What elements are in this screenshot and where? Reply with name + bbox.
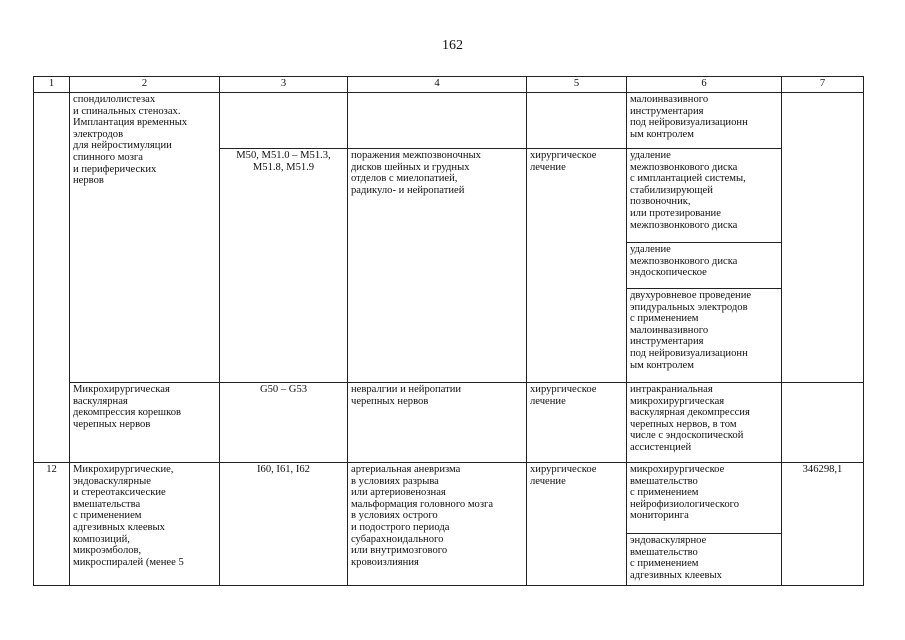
row-number-cell: 12	[34, 463, 70, 586]
treatment-cell: хирургическое лечение	[527, 149, 627, 383]
diagnosis-cell-empty	[348, 93, 527, 149]
codes-cell: M50, M51.0 – M51.3, M51.8, M51.9	[220, 149, 348, 383]
header-col-1: 1	[34, 77, 70, 93]
header-col-6: 6	[627, 77, 782, 93]
method-cell: двухуровневое проведение эпидуральных электродов с применением малоинвазивного инструментария под нейровизуализационн ым контролем	[627, 289, 782, 383]
treatment-cell-empty	[527, 93, 627, 149]
method-cell: удаление межпозвонкового диска с имплантацией системы, стабилизирующей позвоночник, или протезирование межпозвонкового диска	[627, 149, 782, 243]
method-cell: интракраниальная микрохирургическая васкулярная декомпрессия черепных нервов, в том числе с эндоскопической ассистенцией	[627, 383, 782, 463]
header-col-7: 7	[782, 77, 864, 93]
codes-cell-empty	[220, 93, 348, 149]
header-row	[34, 77, 864, 93]
treatment-table	[33, 76, 864, 586]
method-cell: удаление межпозвонкового диска эндоскопическое	[627, 243, 782, 289]
document-table-container	[33, 76, 864, 586]
page-number: 162	[442, 38, 463, 53]
codes-cell: I60, I61, I62	[220, 463, 348, 586]
header-col-4: 4	[348, 77, 527, 93]
price-cell-empty	[782, 93, 864, 383]
table-row	[34, 463, 864, 534]
treatment-cell: хирургическое лечение	[527, 383, 627, 463]
header-col-3: 3	[220, 77, 348, 93]
diagnosis-cell: невралгии и нейропатии черепных нервов	[348, 383, 527, 463]
price-cell: 346298,1	[782, 463, 864, 586]
table-row	[34, 383, 864, 463]
treatment-cell: хирургическое лечение	[527, 463, 627, 586]
intervention-name-cell: Микрохирургические, эндоваскулярные и стереотаксические вмешательства с применением адгезивных клеевых композиций, микроэмболов, микроспиралей (менее 5	[70, 463, 220, 586]
diagnosis-cell: поражения межпозвоночных дисков шейных и грудных отделов с миелопатией, радикуло- и нейропатией	[348, 149, 527, 383]
row-number-cell	[34, 93, 70, 463]
intervention-name-cell: спондилолистезах и спинальных стенозах. Имплантация временных электродов для нейростимуляции спинного мозга и периферических нервов	[70, 93, 220, 383]
price-cell-empty	[782, 383, 864, 463]
codes-cell: G50 – G53	[220, 383, 348, 463]
header-col-5: 5	[527, 77, 627, 93]
header-col-2: 2	[70, 77, 220, 93]
diagnosis-cell: артериальная аневризма в условиях разрыва или артериовенозная мальформация головного мозга в условиях острого и подострого периода субарахноидального или внутримозгового кровоизлияния	[348, 463, 527, 586]
table-row	[34, 93, 864, 149]
method-cell: эндоваскулярное вмешательство с применением адгезивных клеевых	[627, 534, 782, 586]
intervention-name-cell: Микрохирургическая васкулярная декомпрессия корешков черепных нервов	[70, 383, 220, 463]
method-cell: микрохирургическое вмешательство с применением нейрофизиологического мониторинга	[627, 463, 782, 534]
method-cell: малоинвазивного инструментария под нейровизуализационн ым контролем	[627, 93, 782, 149]
